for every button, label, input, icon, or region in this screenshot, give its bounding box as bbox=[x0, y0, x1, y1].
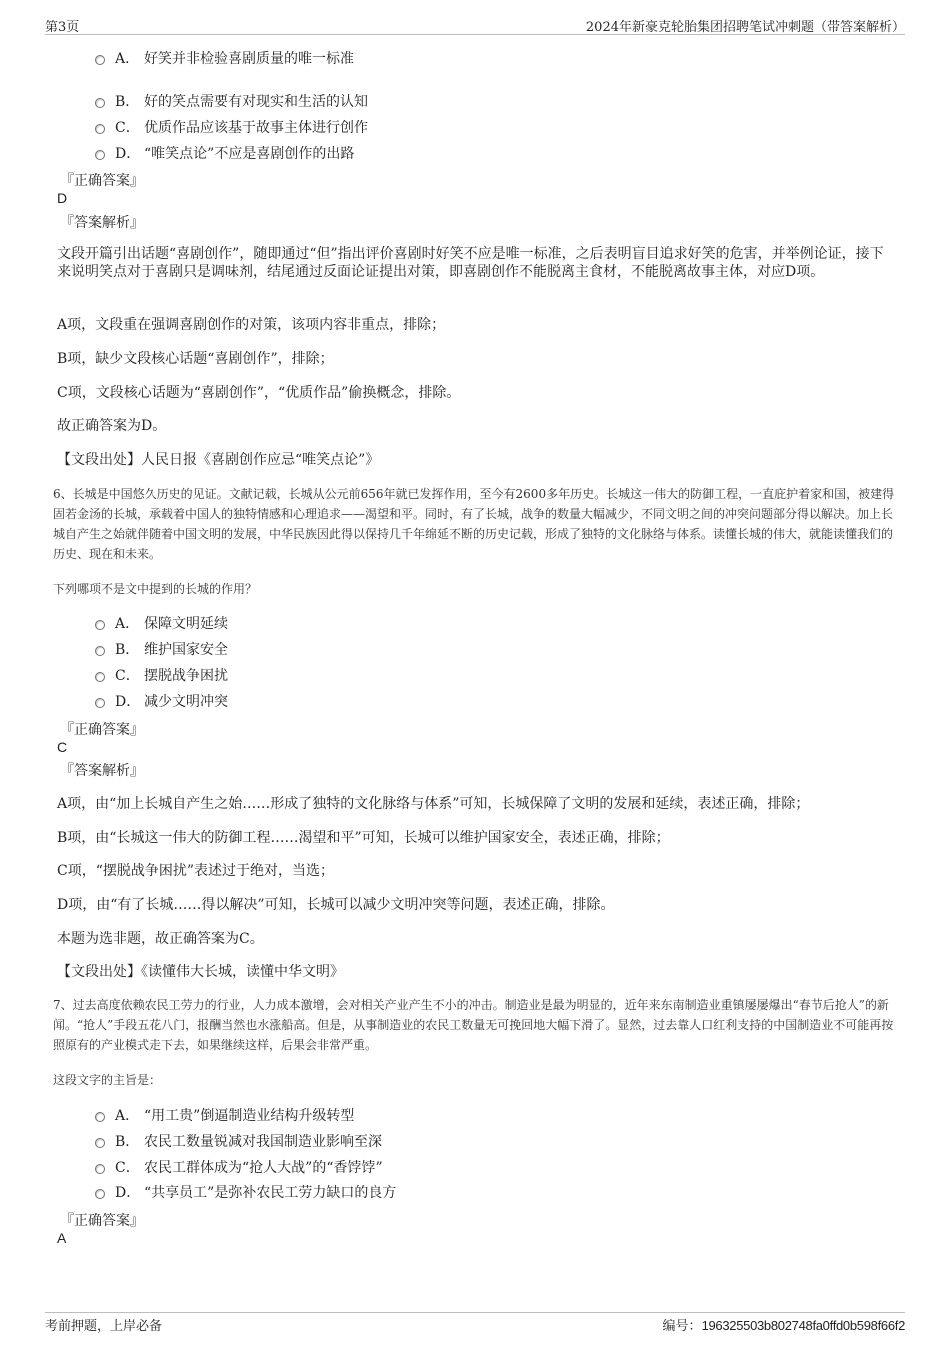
q7-answer: A bbox=[57, 1230, 67, 1246]
page-header bbox=[45, 14, 905, 35]
document-title: 2024年新豪克轮胎集团招聘笔试冲刺题（带答案解析） bbox=[585, 20, 905, 35]
radio-icon[interactable] bbox=[95, 55, 105, 65]
radio-icon[interactable] bbox=[95, 620, 105, 630]
page-number: 第3页 bbox=[45, 20, 80, 35]
q5-analysis-line: A项，文段重在强调喜剧创作的对策，该项内容非重点，排除； bbox=[57, 317, 446, 333]
q5-answer: D bbox=[57, 190, 68, 206]
q6-analysis-line: C项，“摆脱战争困扰”表述过于绝对，当选； bbox=[57, 863, 335, 879]
q6-source: 【文段出处】《读懂伟大长城，读懂中华文明》 bbox=[57, 964, 344, 980]
q5-source: 【文段出处】人民日报《喜剧创作应忌“唯笑点论”》 bbox=[57, 452, 380, 468]
q5-analysis-label: 『答案解析』 bbox=[60, 215, 144, 231]
q7-question: 这段文字的主旨是： bbox=[53, 1073, 162, 1087]
q5-analysis-line: 故正确答案为D。 bbox=[57, 418, 167, 434]
radio-icon[interactable] bbox=[95, 672, 105, 682]
radio-icon[interactable] bbox=[95, 1138, 105, 1148]
q6-analysis-label: 『答案解析』 bbox=[60, 763, 144, 779]
radio-icon[interactable] bbox=[95, 1112, 105, 1122]
radio-icon[interactable] bbox=[95, 124, 105, 134]
q6-answer-label: 『正确答案』 bbox=[60, 722, 144, 738]
q7-answer-label: 『正确答案』 bbox=[60, 1213, 144, 1229]
q5-analysis-line: B项，缺少文段核心话题“喜剧创作”，排除； bbox=[57, 351, 334, 367]
q6-answer: C bbox=[57, 739, 68, 755]
radio-icon[interactable] bbox=[95, 98, 105, 108]
q6-analysis-line: 本题为选非题，故正确答案为C。 bbox=[57, 931, 264, 947]
q5-analysis-paragraph: 文段开篇引出话题“喜剧创作”，随即通过“但”指出评价喜剧时好笑不应是唯一标准，之后表明盲目追求好笑的危害，并举例论证，接下来说明笑点对于喜剧只是调味剂，结尾通过反面论证提出对策，即喜剧创作不能脱离主食材，不能脱离故事主体，对应D项。 bbox=[57, 246, 884, 280]
radio-icon[interactable] bbox=[95, 646, 105, 656]
radio-icon[interactable] bbox=[95, 698, 105, 708]
q5-answer-label: 『正确答案』 bbox=[60, 173, 144, 189]
q6-analysis-line: B项，由“长城这一伟大的防御工程……渴望和平”可知，长城可以维护国家安全，表述正确，排除； bbox=[57, 830, 670, 846]
footer-slogan: 考前押题，上岸必备 bbox=[45, 1319, 163, 1334]
radio-icon[interactable] bbox=[95, 1189, 105, 1199]
q6-stem: 6、长城是中国悠久历史的见证。文献记载，长城从公元前656年就已发挥作用，至今有2600多年历史。长城这一伟大的防御工程，一直庇护着家和国，被建得固若金汤的长城，承载着中国人的独特情感和心理追求——渴望和平。同时，有了长城，战争的数量大幅减少，不同文明之间的冲突问题部分得以解决。加上长城自产生之始就伴随着中国文明的发展，中华民族因此得以保持几千年绵延不断的历史记载，形成了独特的文化脉络与体系。读懂长城的伟大，就能读懂我们的历史、现在和未来。 bbox=[53, 487, 895, 561]
q6-analysis-line: A项，由“加上长城自产生之始……形成了独特的文化脉络与体系”可知，长城保障了文明的发展和延续，表述正确，排除； bbox=[57, 796, 810, 812]
q6-question: 下列哪项不是文中提到的长城的作用？ bbox=[53, 582, 258, 596]
q5-analysis-line: C项，文段核心话题为“喜剧创作”，“优质作品”偷换概念，排除。 bbox=[57, 385, 461, 401]
q6-analysis-line: D项，由“有了长城……得以解决”可知，长城可以减少文明冲突等问题，表述正确，排除。 bbox=[57, 897, 615, 913]
radio-icon[interactable] bbox=[95, 1164, 105, 1174]
q7-stem: 7、过去高度依赖农民工劳力的行业，人力成本激增，会对相关产业产生不小的冲击。制造业是最为明显的，近年来东南制造业重镇屡屡爆出“春节后抢人”的新闻。“抢人”手段五花八门，报酬当然也水涨船高。但是，从事制造业的农民工数量无可挽回地大幅下滑了。显然，过去靠人口红利支持的中国制造业不可能再按照原有的产业模式走下去，如果继续这样，后果会非常严重。 bbox=[53, 998, 894, 1052]
page-footer bbox=[45, 1312, 905, 1333]
document-code: 编号：196325503b802748fa0ffd0b598f66f2 bbox=[662, 1318, 905, 1334]
radio-icon[interactable] bbox=[95, 150, 105, 160]
